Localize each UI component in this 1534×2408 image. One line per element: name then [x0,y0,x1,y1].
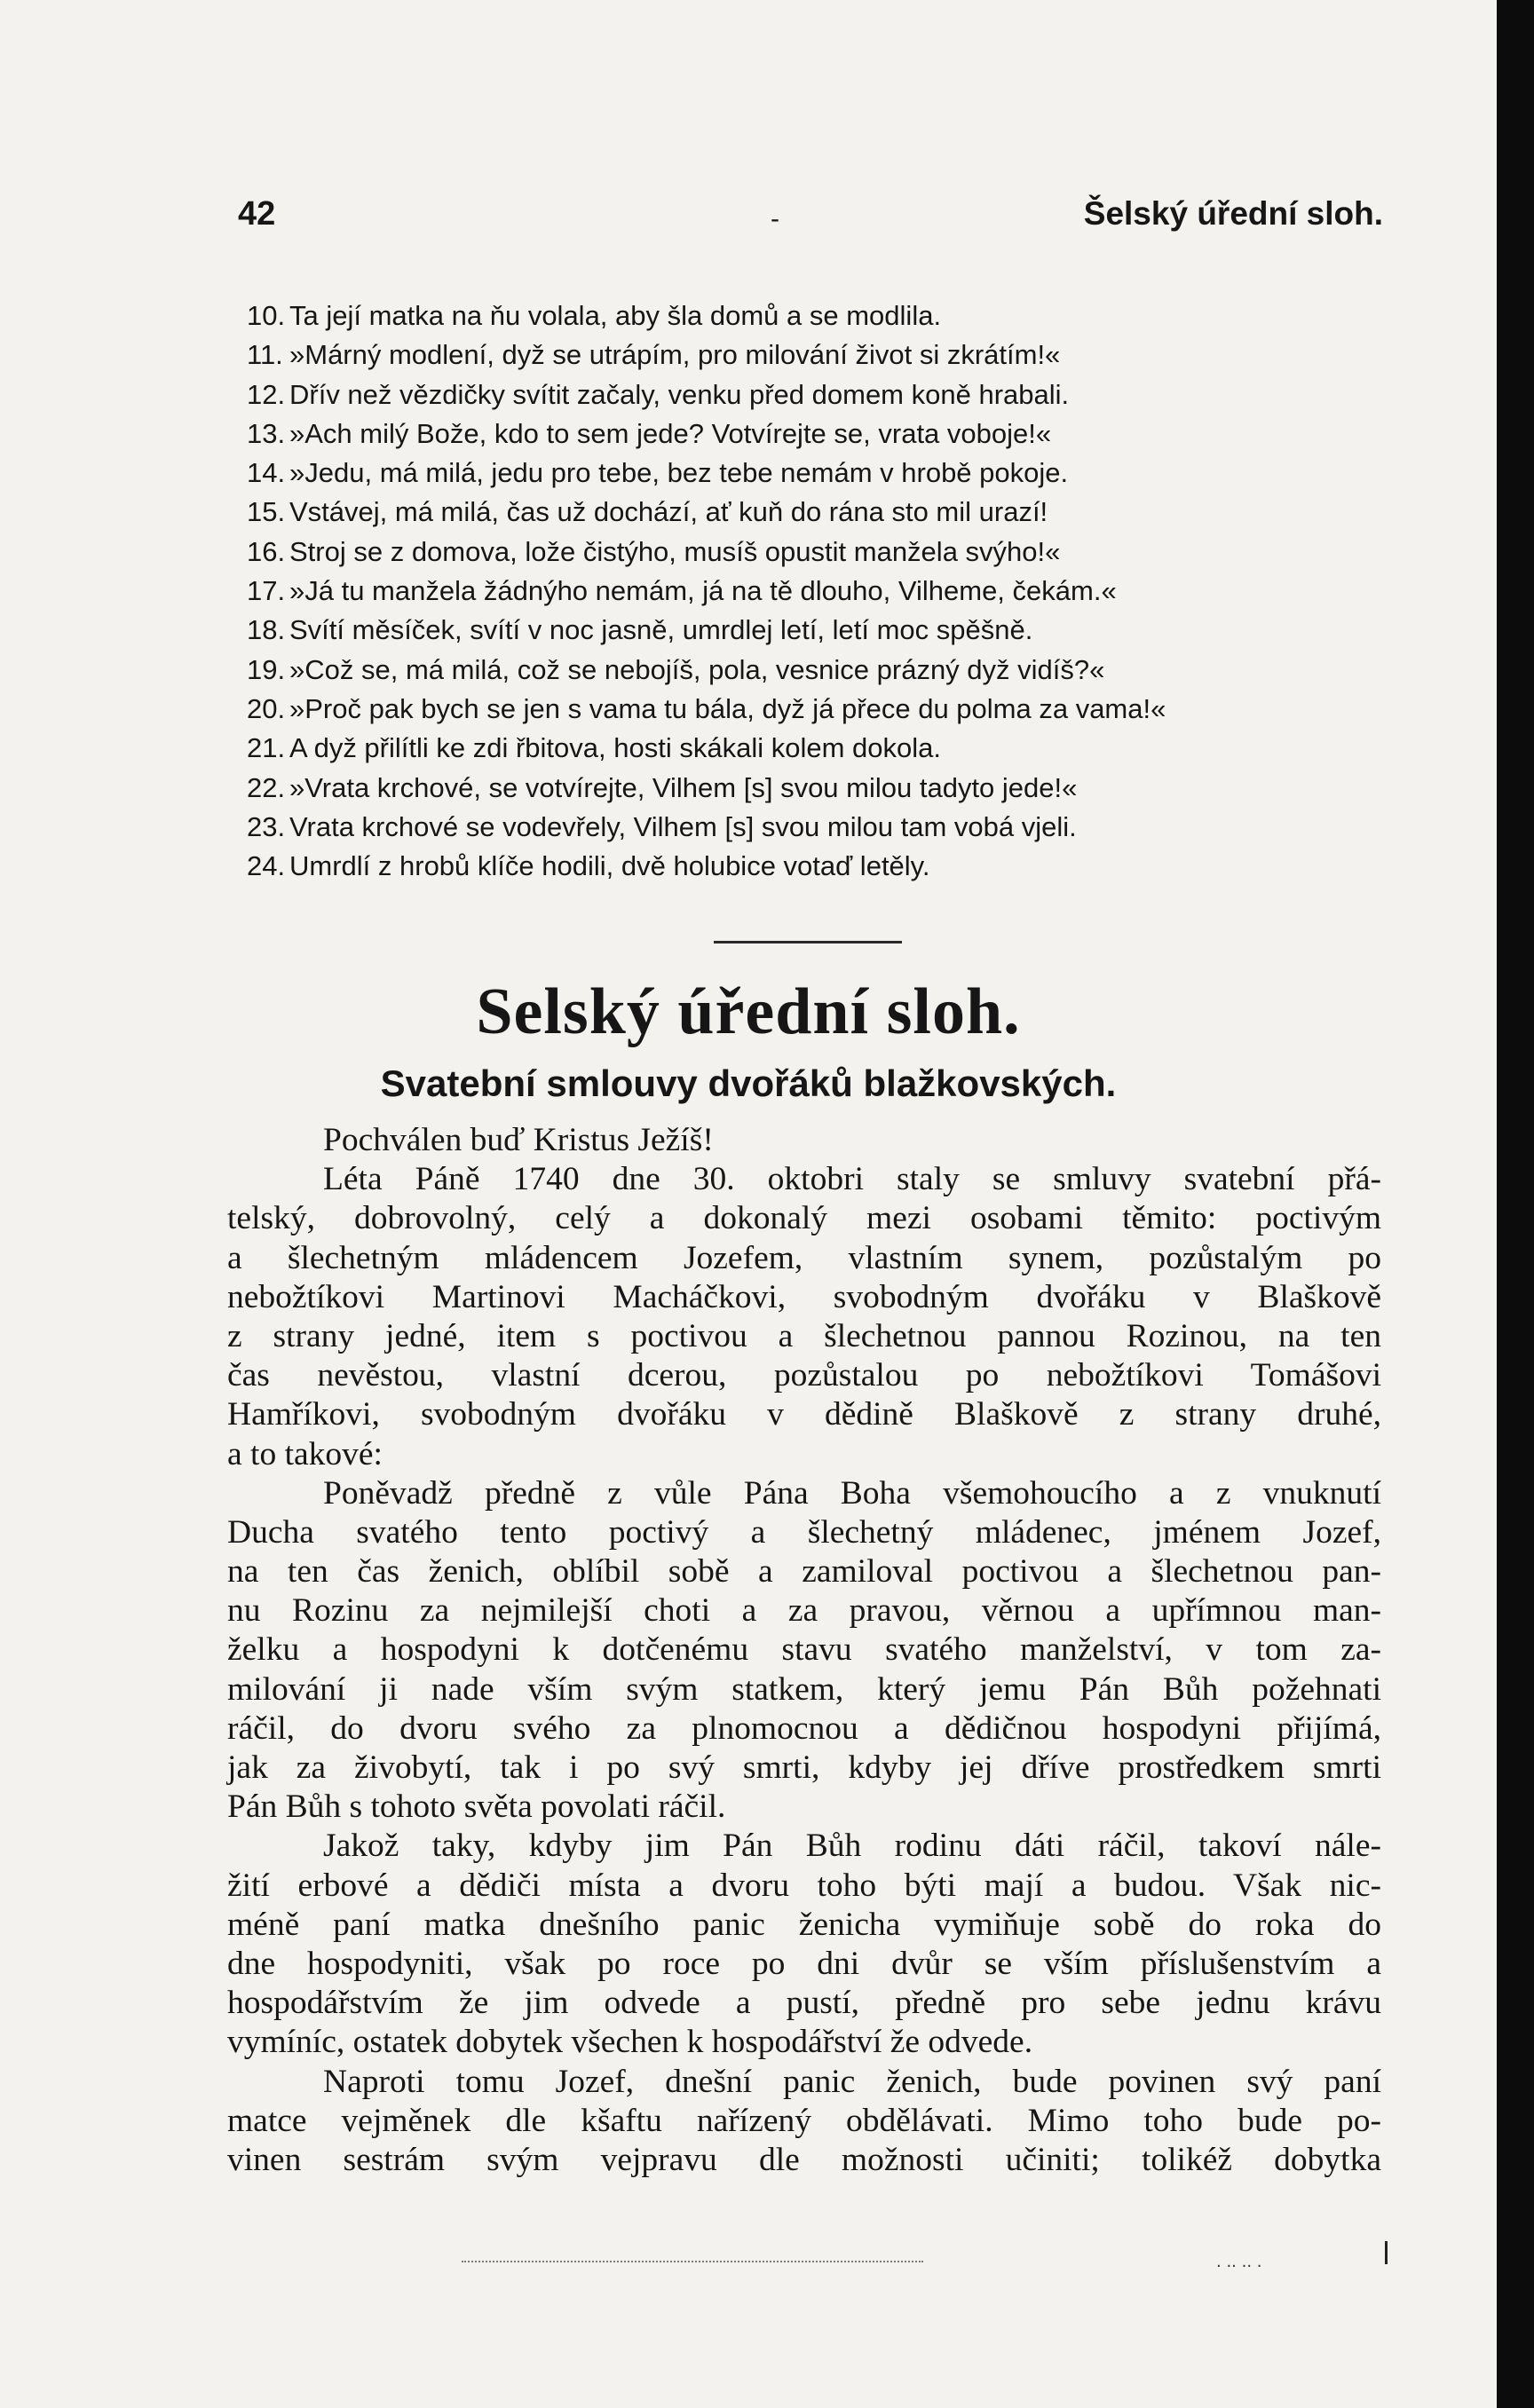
text-line: Jakož taky, kdyby jim Pán Bůh rodinu dáti ráčil, takoví nále- [323,1828,1381,1865]
footer-dotted-rule [462,2261,923,2262]
text-line: Pán Bůh s tohoto světa povolati ráčil. [227,1788,726,1826]
verse-text: »Ach milý Bože, kdo to sem jede? Votvírejte se, vrata voboje!« [289,417,1052,449]
verse-text: Umrdlí z hrobů klíče hodili, dvě holubice votaď letěly. [289,850,930,882]
verse-number: 19. [247,653,286,685]
text-line: a šlechetným mládencem Jozefem, vlastním synem, pozůstalým po [227,1239,1381,1276]
text-line: Poněvadž předně z vůle Pána Boha všemohoucího a z vnuknutí [323,1474,1381,1512]
verse [247,690,1401,729]
text-line: nu Rozinu za nejmilejší choti a za pravou, věrnou a upřímnou man- [227,1592,1381,1630]
verse-text: Stroj se z domova, lože čistýho, musíš opustit manžela svýho!« [289,535,1061,567]
verse-number: 24. [247,850,286,882]
verse-text: Svítí měsíček, svítí v noc jasně, umrdlej letí, letí moc spěšně. [289,614,1033,646]
verse [247,572,1401,611]
text-line: nebožtíkovi Martinovi Macháčkovi, svobodným dvořáku v Blaškově [227,1278,1381,1315]
text-line: vymíníc, ostatek dobytek všechen k hospodářství že odvede. [227,2024,1033,2061]
verse [247,414,1401,454]
text-line: Hamříkovi, svobodným dvořáku v dědině Blaškově z strany druhé, [227,1396,1381,1433]
text-line: čas nevěstou, vlastní dcerou, pozůstalou po nebožtíkovi Tomášovi [227,1357,1381,1394]
verse [247,336,1401,375]
page-number: 42 [238,195,276,233]
verse [247,847,1401,886]
verse-number: 12. [247,378,286,410]
verse [247,375,1401,414]
text-line: ráčil, do dvoru svého za plnomocnou a dědičnou hospodyni přijímá, [227,1709,1381,1747]
verse-number: 14. [247,457,286,489]
section-title: Selský úřední sloh. [476,975,1021,1048]
verse-number: 18. [247,614,286,646]
verse-number: 15. [247,496,286,528]
article-body [227,1121,1381,2180]
footer-marks: · ·· ·· · [1216,2257,1262,2276]
verse [247,454,1401,493]
section-divider [714,941,902,943]
verse-number: 10. [247,300,286,331]
text-line: Pochválen buď Kristus Ježíš! [323,1122,714,1158]
verse-text: »Já tu manžela žádnýho nemám, já na tě dlouho, Vilheme, čekám.« [289,575,1117,607]
verse [247,533,1401,572]
verse-number: 23. [247,810,286,842]
verse-text: »Proč pak bych se jen s vama tu bála, dyž já přece du polma za vama!« [289,692,1166,724]
verse [247,493,1401,532]
verse-text: Ta její matka na ňu volala, aby šla domů a se modlila. [289,300,942,331]
text-line: milování ji nade vším svým statkem, který jemu Pán Bůh požehnati [227,1670,1381,1708]
footer-mark-bar [1385,2241,1388,2264]
verse [247,769,1401,808]
verse-text: »Márný modlení, dyž se utrápím, pro milování život si zkrátím!« [289,339,1061,371]
text-line: telský, dobrovolný, celý a dokonalý mezi osobami těmito: poctivým [227,1200,1381,1237]
text-line: a to takové: [227,1435,383,1472]
verse-text: »Což se, má milá, což se nebojíš, pola, vesnice prázný dyž vidíš?« [289,653,1105,685]
text-line: želku a hospodyni k dotčenému stavu svatého manželství, v tom za- [227,1631,1381,1669]
text-line: Léta Páně 1740 dne 30. oktobri staly se smluvy svatební přá- [323,1161,1381,1198]
verse [247,808,1401,847]
verse [247,729,1401,768]
text-line: hospodářstvím že jim odvede a pustí, předně pro sebe jednu krávu [227,1985,1381,2022]
verse-text: »Vrata krchové, se votvírejte, Vilhem [s] svou milou tadyto jede!« [289,771,1078,803]
section-subtitle: Svatební smlouvy dvořáků blažkovských. [380,1062,1117,1104]
text-line: jak za živobytí, tak i po svý smrti, kdyby jej dříve prostředkem smrti [227,1749,1381,1786]
verse-number: 17. [247,575,286,607]
verse-number: 13. [247,417,286,449]
text-line: Naproti tomu Jozef, dnešní panic ženich, bude povinen svý paní [323,2063,1381,2100]
verse-number: 16. [247,535,286,567]
header-dot: - [771,204,779,233]
verse-number: 22. [247,771,286,803]
page-footer [462,2257,1385,2275]
page-header [238,195,1383,249]
text-line: žití erbové a dědiči místa a dvoru toho býti mají a budou. Však nic- [227,1867,1381,1904]
text-line: Ducha svatého tento poctivý a šlechetný mládenec, jménem Jozef, [227,1513,1381,1551]
verse-text: Dřív než vězdičky svítit začaly, venku před domem koně hrabali. [289,378,1070,410]
text-line: na ten čas ženich, oblíbil sobě a zamiloval poctivou a šlechetnou pan- [227,1553,1381,1591]
text-line: vinen sestrám svým vejpravu dle možnosti učiniti; tolikéž dobytka [227,2141,1381,2178]
text-line: dne hospodyniti, však po roce po dni dvůr se vším příslušenstvím a [227,1945,1381,1982]
verse [247,611,1401,650]
verse-text: »Jedu, má milá, jedu pro tebe, bez tebe nemám v hrobě pokoje. [289,457,1069,489]
verse-text: A dyž přilítli ke zdi řbitova, hosti skákali kolem dokola. [289,732,941,764]
verse-text: Vrata krchové se vodevřely, Vilhem [s] svou milou tam vobá vjeli. [289,810,1077,842]
verse-number: 20. [247,692,286,724]
text-line: méně paní matka dnešního panic ženicha vymiňuje sobě do roka do [227,1906,1381,1943]
verse-text: Vstávej, má milá, čas už dochází, ať kuň do rána sto mil urazí! [289,496,1048,528]
ballad-verses [247,296,1401,886]
verse [247,296,1401,336]
verse-number: 21. [247,732,286,764]
verse [247,651,1401,690]
text-line: matce vejměnek dle kšaftu nařízený obdělávati. Mimo toho bude po- [227,2102,1381,2139]
running-title: Šelský úřední sloh. [1083,195,1383,232]
text-line: z strany jedné, item s poctivou a šlechetnou pannou Rozinou, na ten [227,1317,1381,1354]
verse-number: 11. [247,339,283,371]
